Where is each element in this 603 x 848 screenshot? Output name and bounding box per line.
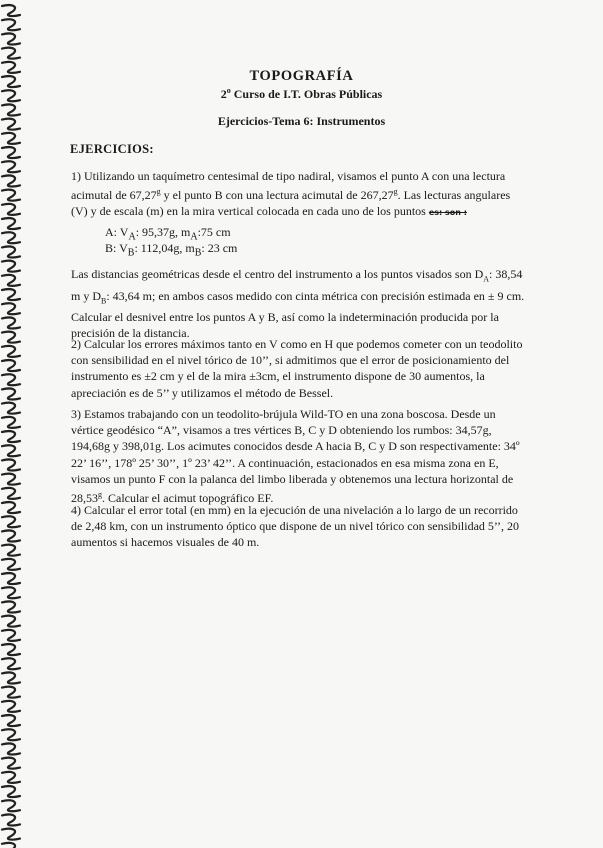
exercise-4-line-2: de 2,48 km, con un instrumento óptico que dispone de un nivel tórico con sensibilidad 5’’, 20 bbox=[71, 519, 520, 534]
exercise-3 bbox=[71, 406, 532, 506]
reading-b bbox=[105, 240, 237, 261]
text-fragment: . Las lecturas angulares bbox=[397, 188, 511, 203]
exercise-2-line-4: apreciación es de 5’’ y utilizamos el método de Bessel. bbox=[71, 385, 334, 400]
plus-minus-symbol: ± bbox=[249, 369, 256, 384]
spiral-coil bbox=[2, 601, 20, 612]
spiral-coil bbox=[2, 275, 20, 286]
exercise-1-p2-line-1 bbox=[71, 266, 532, 288]
text-fragment: : 112,04g, m bbox=[134, 241, 195, 255]
spiral-coil bbox=[2, 545, 20, 556]
spiral-coil bbox=[2, 814, 20, 825]
text-fragment: B: V bbox=[105, 241, 128, 255]
spiral-coil bbox=[2, 190, 20, 201]
spiral-coil bbox=[2, 516, 20, 527]
exercise-3-line-1: 3) Estamos trabajando con un teodolito-brújula Wild-TO en una zona boscosa. Desde un bbox=[71, 407, 496, 421]
subscript: A bbox=[190, 231, 198, 243]
spiral-coil bbox=[2, 317, 20, 328]
spiral-coil bbox=[2, 772, 20, 783]
exercise-2-line-3 bbox=[71, 368, 532, 384]
spiral-coil bbox=[2, 559, 20, 570]
text-fragment: : 95,37g, m bbox=[135, 225, 191, 239]
spiral-coil bbox=[2, 715, 20, 726]
spiral-coil bbox=[2, 246, 20, 257]
plus-minus-symbol: ± bbox=[487, 288, 495, 303]
spiral-coil bbox=[2, 672, 20, 683]
spiral-coil bbox=[2, 417, 20, 428]
exercise-2-line-2: con sensibilidad en el nivel tórico de 10’’, si admitimos que el error de posicionamiento del bbox=[71, 353, 510, 368]
text-fragment: 2 cm y el de la mira bbox=[150, 369, 250, 384]
subscript: A bbox=[128, 231, 136, 243]
spiral-coil bbox=[2, 289, 20, 300]
spiral-coil bbox=[2, 644, 20, 655]
spiral-coil bbox=[2, 48, 20, 59]
text-fragment: A: V bbox=[105, 225, 129, 239]
grad-superscript: g bbox=[156, 187, 161, 197]
text-fragment: acimutal de 67,27 bbox=[71, 188, 157, 203]
text-fragment: : 23 cm bbox=[201, 241, 238, 255]
plus-minus-symbol: ± bbox=[144, 369, 151, 384]
spiral-coil bbox=[2, 502, 20, 513]
spiral-coil bbox=[2, 729, 20, 740]
text-fragment: m y D bbox=[71, 288, 101, 303]
text-fragment: : 38,54 bbox=[489, 267, 523, 281]
spiral-coil bbox=[2, 5, 20, 16]
exercise-3-line-3: 194,68g y 398,01g. Los acimutes conocidos desde A hacia B, C y D son respectivamente: 34º bbox=[71, 439, 520, 454]
exercise-2-line-1: 2) Calcular los errores máximos tanto en V como en H que podemos cometer con un teodolito bbox=[71, 337, 523, 351]
grad-superscript: g bbox=[393, 187, 398, 197]
document-subtitle bbox=[0, 86, 603, 102]
spiral-coil bbox=[2, 786, 20, 797]
spiral-coil bbox=[2, 33, 20, 44]
spiral-coil bbox=[2, 133, 20, 144]
spiral-coil bbox=[2, 488, 20, 499]
spiral-coil bbox=[2, 573, 20, 584]
text-fragment: . Calcular el acimut topográfico EF. bbox=[102, 491, 274, 506]
spiral-coil bbox=[2, 204, 20, 215]
spiral-coil bbox=[2, 175, 20, 186]
spiral-coil bbox=[2, 374, 20, 385]
spiral-coil bbox=[2, 474, 20, 485]
spiral-coil bbox=[2, 19, 20, 30]
spiral-coil bbox=[2, 218, 20, 229]
subtitle-text: Curso de I.T. Obras Públicas bbox=[230, 87, 383, 101]
text-fragment: (V) y de escala (m) en la mira vertical colocada en cada uno de los puntos bbox=[71, 204, 429, 219]
spiral-coil bbox=[2, 147, 20, 158]
spiral-coil bbox=[2, 346, 20, 357]
exercise-1-line-1: 1) Utilizando un taquímetro centesimal de tipo nadiral, visamos el punto A con una lectura bbox=[71, 169, 506, 183]
spiral-coil bbox=[2, 403, 20, 414]
spiral-coil bbox=[2, 530, 20, 541]
spiral-coil bbox=[2, 658, 20, 669]
subtitle-ordinal: o bbox=[226, 86, 231, 95]
spiral-coil bbox=[2, 829, 20, 840]
exercise-1-p2-line-4: precisión de la distancia. bbox=[71, 326, 190, 341]
exercise-1-part-2 bbox=[71, 266, 532, 342]
exercise-1 bbox=[71, 168, 532, 222]
subscript: B bbox=[194, 247, 202, 259]
spiral-coil bbox=[2, 630, 20, 641]
spiral-coil bbox=[2, 743, 20, 754]
subscript: B bbox=[101, 295, 107, 305]
text-fragment: 9 cm. bbox=[494, 288, 525, 303]
text-fragment: y el punto B con una lectura acimutal de 267,27 bbox=[160, 188, 394, 203]
exercise-4-line-1: 4) Calcular el error total (en mm) en la ejecución de una nivelación a lo largo de un recorrido bbox=[71, 503, 518, 517]
subscript: A bbox=[483, 274, 490, 284]
spiral-coil bbox=[2, 843, 20, 848]
text-fragment: : 43,64 m; en ambos casos medido con cinta métrica con precisión estimada en bbox=[106, 288, 488, 303]
exercise-3-line-2: vértice geodésico “A”, visamos a tres vértices B, C y D obteniendo los rumbos: 34,57g, bbox=[71, 423, 492, 438]
spiral-coil bbox=[2, 758, 20, 769]
exercise-1-line-2 bbox=[71, 184, 532, 203]
spiral-coil bbox=[2, 616, 20, 627]
exercise-4 bbox=[71, 502, 532, 551]
spiral-coil bbox=[2, 431, 20, 442]
grad-superscript: g bbox=[98, 490, 102, 500]
document-title: TOPOGRAFÍA bbox=[249, 68, 354, 84]
spiral-coil bbox=[2, 303, 20, 314]
spiral-coil bbox=[2, 332, 20, 343]
text-fragment: Las distancias geométricas desde el centro del instrumento a los puntos visados son D bbox=[71, 267, 484, 281]
spiral-coil bbox=[2, 445, 20, 456]
spiral-coil bbox=[2, 800, 20, 811]
exercise-1-p2-line-2 bbox=[71, 288, 532, 310]
exercise-3-line-4: 22’ 16’’, 178º 25’ 30’’, 1º 23’ 42’’. A continuación, estacionados en esa misma zona en E, bbox=[71, 455, 499, 470]
handwritten-note: es: son : bbox=[428, 208, 467, 218]
text-fragment: 28,53 bbox=[71, 491, 98, 506]
section-heading: EJERCICIOS: bbox=[70, 142, 154, 156]
exercise-1-p2-line-3: Calcular el desnivel entre los puntos A y B, así como la indeterminación producida por la bbox=[71, 310, 499, 325]
spiral-coil bbox=[2, 161, 20, 172]
spiral-coil bbox=[2, 232, 20, 243]
exercise-2 bbox=[71, 336, 532, 401]
document-topic: Ejercicios-Tema 6: Instrumentos bbox=[217, 114, 386, 128]
spiral-coil bbox=[2, 388, 20, 399]
exercise-4-line-3: aumentos si hacemos visuales de 40 m. bbox=[71, 535, 260, 550]
spiral-coil bbox=[2, 701, 20, 712]
subtitle-number: 2 bbox=[220, 87, 227, 101]
spiral-coil bbox=[2, 687, 20, 698]
text-fragment: 3cm, el instrumento dispone de 30 aumentos, la bbox=[255, 369, 485, 384]
spiral-coil bbox=[2, 360, 20, 371]
exercise-1-line-3 bbox=[71, 203, 532, 221]
spiral-coil bbox=[2, 587, 20, 598]
spiral-coil bbox=[2, 459, 20, 470]
text-fragment: :75 cm bbox=[197, 225, 231, 239]
spiral-coil bbox=[2, 261, 20, 272]
exercise-3-line-5: visamos un punto F con la palanca del limbo liberada y obtenemos una lectura horizontal de bbox=[71, 471, 514, 486]
subscript: B bbox=[127, 247, 135, 259]
text-fragment: instrumento es bbox=[71, 369, 145, 384]
